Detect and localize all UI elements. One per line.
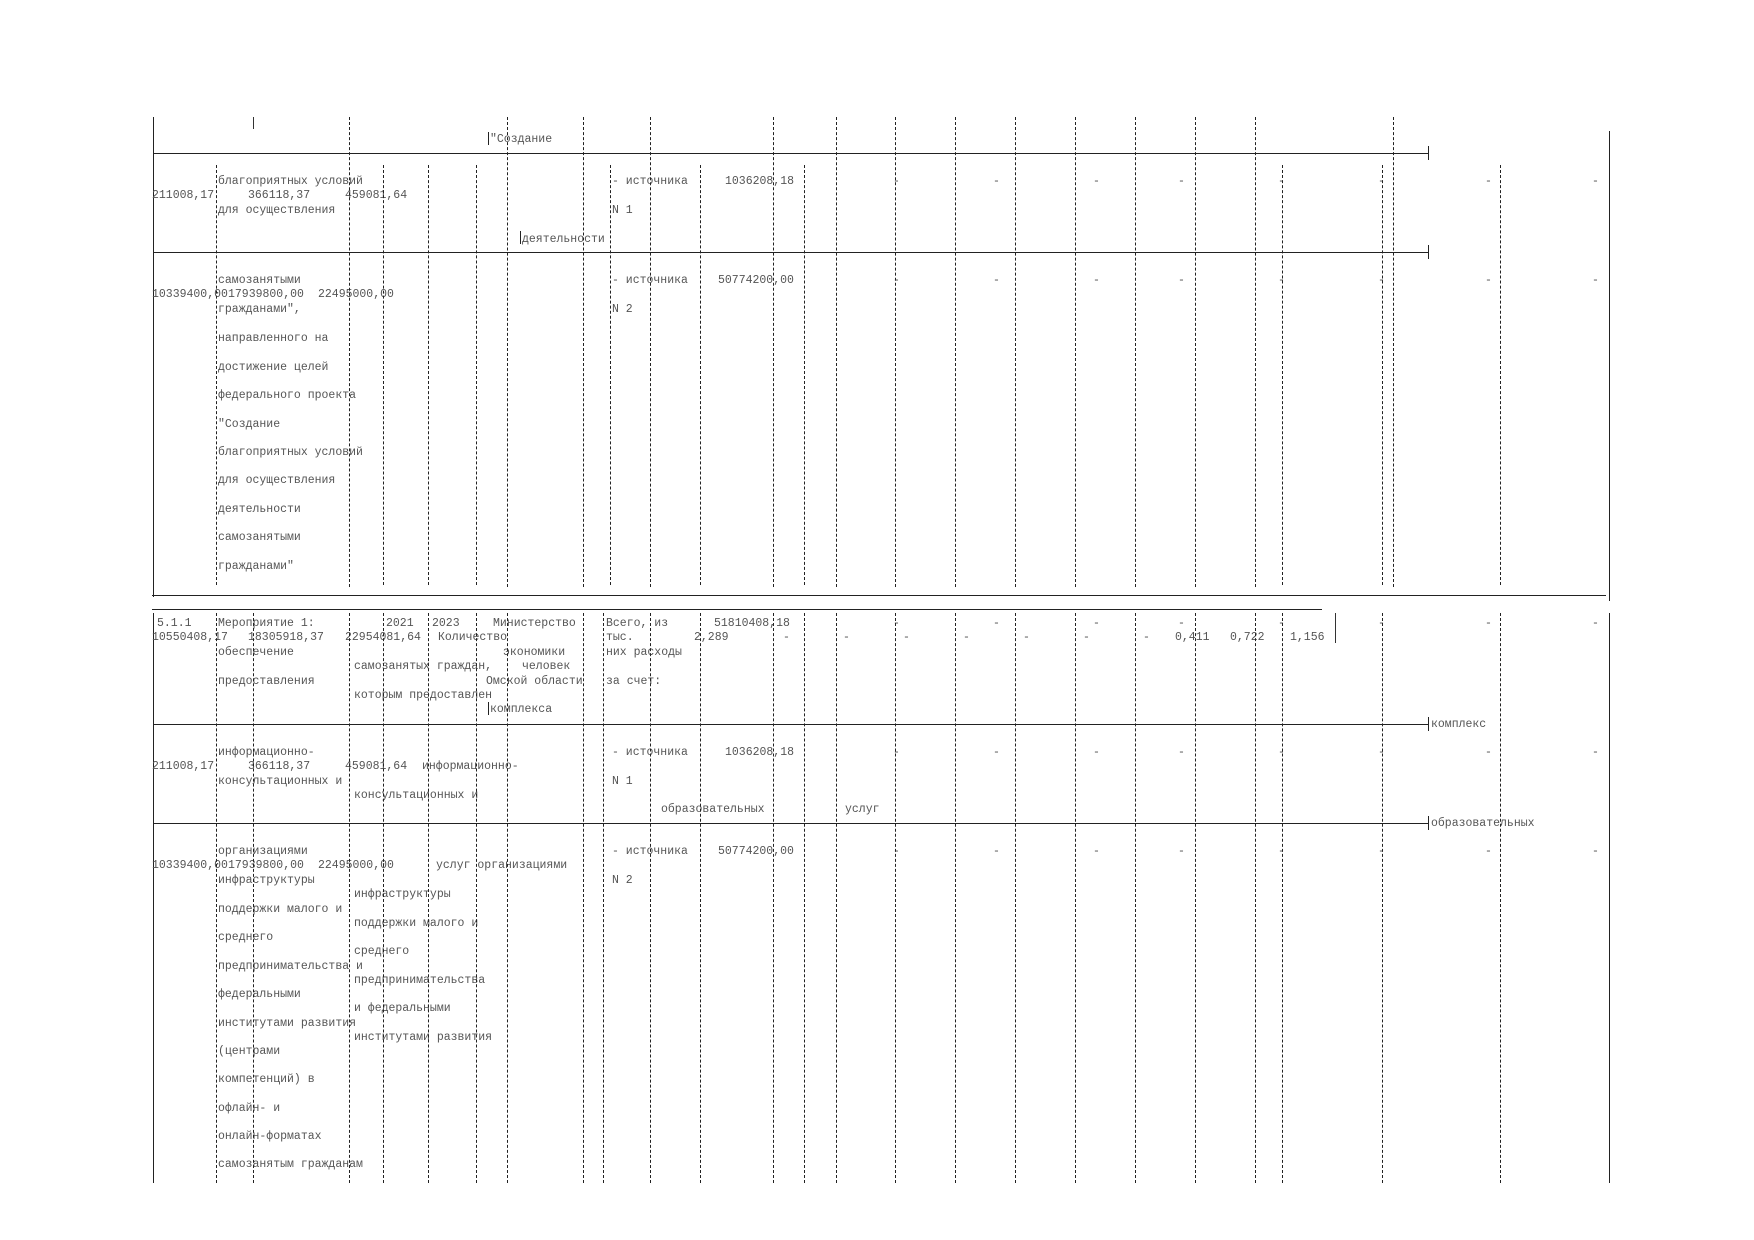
value-2022: 366118,37 — [248, 189, 311, 202]
cell-text: благоприятных условий — [218, 446, 363, 459]
indicator: услуг организациями — [436, 859, 568, 872]
row-end-tick — [1428, 245, 1429, 259]
col-sep — [955, 117, 957, 587]
col-sep — [650, 613, 652, 1183]
indicator: Количество — [438, 631, 508, 644]
value-total: 1036208,18 — [725, 746, 795, 759]
col-sep — [383, 165, 385, 585]
row-divider — [153, 724, 1429, 725]
row-end-label: комплекс — [1431, 718, 1487, 731]
source-label: - источника — [612, 746, 688, 759]
indicator-2021: 0,411 — [1175, 631, 1210, 644]
dash: - — [1093, 274, 1100, 287]
cell-text: достижение целей — [218, 361, 329, 374]
value-2021: 10550408,17 — [152, 631, 228, 644]
col-sep — [428, 613, 430, 1183]
dash: - — [1592, 274, 1599, 287]
row-end-label: образовательных — [1431, 817, 1535, 830]
col-sep — [1135, 117, 1137, 587]
col-sep — [1195, 613, 1197, 1183]
cell-text: самозанятыми — [218, 274, 301, 287]
value-2021: 10339400,00 — [152, 288, 228, 301]
cell-text: консультационных и — [218, 775, 343, 788]
dash: - — [903, 631, 910, 644]
value-2023: 22954081,64 — [345, 631, 421, 644]
dash: - — [1592, 746, 1599, 759]
table-right-border — [1609, 131, 1610, 601]
source-number: N 2 — [612, 874, 633, 887]
indicator: предпринимательства — [354, 974, 486, 987]
col-sep — [383, 613, 385, 1183]
dash: - — [1278, 274, 1285, 287]
source-number: N 2 — [612, 303, 633, 316]
col-sep — [1195, 117, 1197, 587]
dash: - — [993, 845, 1000, 858]
cell-text: направленного на — [218, 332, 329, 345]
finance-source: за счет: — [606, 675, 662, 688]
measure-name: офлайн- и — [218, 1102, 281, 1115]
dash: - — [893, 746, 900, 759]
row-number: 5.1.1 — [157, 617, 192, 630]
col-sep — [895, 117, 897, 587]
finance-source: Всего, из — [606, 617, 669, 630]
dash: - — [1378, 274, 1385, 287]
col-sep — [349, 117, 351, 587]
source-label: - источника — [612, 845, 688, 858]
executor: экономики — [503, 646, 566, 659]
cell-sep — [520, 231, 521, 244]
cell-text: для осуществления — [218, 474, 336, 487]
dash: - — [963, 631, 970, 644]
section-divider — [152, 609, 1322, 610]
indicator: среднего — [354, 945, 410, 958]
col-sep — [1382, 613, 1384, 1183]
source-number: N 1 — [612, 775, 633, 788]
measure-name: среднего — [218, 931, 274, 944]
value-2023: 459081,64 — [345, 760, 408, 773]
dash: - — [1093, 175, 1100, 188]
col-sep — [1282, 613, 1284, 1183]
row-divider — [153, 153, 1429, 154]
col-sep — [773, 613, 775, 1183]
value-total: 50774200,00 — [718, 845, 794, 858]
dash: - — [993, 274, 1000, 287]
indicator: самозанятых граждан, — [354, 660, 493, 673]
col-sep — [1282, 165, 1284, 585]
row-divider — [153, 823, 1429, 824]
dash: - — [1178, 746, 1185, 759]
indicator: институтами развития — [354, 1031, 493, 1044]
dash: - — [1278, 746, 1285, 759]
dash: - — [1278, 175, 1285, 188]
value-2022: 17939800,00 — [228, 859, 304, 872]
col-sep — [1075, 117, 1077, 587]
indicator-2022: 0,722 — [1230, 631, 1265, 644]
dash: - — [1278, 617, 1285, 630]
executor: Омской области — [486, 675, 583, 688]
col-sep — [1255, 117, 1257, 587]
source-label: - источника — [612, 175, 688, 188]
measure-name: инфраструктуры — [218, 874, 315, 887]
value-total: 1036208,18 — [725, 175, 795, 188]
unit: человек — [522, 660, 571, 673]
col-sep — [583, 117, 585, 587]
measure-name: (центрами — [218, 1045, 281, 1058]
measure-name: федеральными — [218, 988, 301, 1001]
dash: - — [1378, 845, 1385, 858]
col-sep — [1335, 613, 1336, 643]
dash: - — [1378, 746, 1385, 759]
dash: - — [1485, 617, 1492, 630]
row-divider — [153, 252, 1429, 253]
measure-name: самозанятым гражданам — [218, 1158, 363, 1171]
indicator: образовательных — [661, 803, 765, 816]
col-sep — [507, 117, 509, 587]
dash: - — [993, 617, 1000, 630]
value-2023: 22495000,00 — [318, 288, 394, 301]
value-2022: 18305918,37 — [248, 631, 324, 644]
cell-text: федерального проекта — [218, 389, 357, 402]
indicator: консультационных и — [354, 789, 479, 802]
dash: - — [1178, 175, 1185, 188]
row-end-tick — [1428, 816, 1429, 830]
cell-text: организациями — [218, 845, 308, 858]
dash: - — [1485, 175, 1492, 188]
col-sep — [253, 117, 254, 129]
measure-name: институтами развития — [218, 1017, 357, 1030]
measure-name: компетенций) в — [218, 1073, 315, 1086]
value-2021: 211008,17 — [152, 189, 215, 202]
cell-text: самозанятыми — [218, 531, 301, 544]
executor: комплекса — [490, 703, 553, 716]
measure-name: предоставления — [218, 675, 315, 688]
year-end: 2023 — [432, 617, 460, 630]
dash: - — [993, 175, 1000, 188]
cell-text: "Создание — [218, 418, 281, 431]
cell-text: гражданами" — [218, 560, 294, 573]
indicator: и федеральными — [354, 1002, 451, 1015]
dash: - — [893, 175, 900, 188]
dash: - — [843, 631, 850, 644]
dash: - — [1278, 845, 1285, 858]
col-sep — [583, 613, 585, 1183]
unit: тыс. — [606, 631, 634, 644]
col-sep — [428, 165, 430, 585]
dash: - — [1093, 746, 1100, 759]
col-sep — [216, 165, 218, 585]
indicator: инфраструктуры — [354, 888, 451, 901]
dash: - — [1378, 617, 1385, 630]
dash: - — [1178, 845, 1185, 858]
col-sep — [603, 613, 605, 1183]
indicator: услуг — [845, 803, 880, 816]
value-total: 50774200,00 — [718, 274, 794, 287]
measure-name: предпринимательства и — [218, 960, 363, 973]
cell-sep — [488, 702, 489, 715]
dash: - — [1485, 274, 1492, 287]
dash: - — [1178, 617, 1185, 630]
section-divider — [152, 595, 1606, 596]
measure-name: онлайн-форматах — [218, 1130, 322, 1143]
indicator-2023: 1,156 — [1290, 631, 1325, 644]
cell-text: благоприятных условий — [218, 175, 363, 188]
col-sep — [650, 117, 652, 587]
col-sep — [1500, 613, 1502, 1183]
dash: - — [993, 746, 1000, 759]
dash: - — [893, 845, 900, 858]
dash: - — [1083, 631, 1090, 644]
col-sep — [216, 613, 218, 1183]
col-sep — [1382, 165, 1384, 585]
col-sep — [804, 613, 806, 1183]
col-sep — [610, 165, 612, 585]
executor: Министерство — [493, 617, 576, 630]
dash: - — [1592, 175, 1599, 188]
row-end-tick — [1428, 146, 1429, 160]
indicator: которым предоставлен — [354, 689, 493, 702]
measure-name: обеспечение — [218, 646, 294, 659]
col-sep — [1500, 165, 1502, 585]
col-sep — [1393, 117, 1395, 587]
dash: - — [893, 274, 900, 287]
col-sep — [836, 117, 838, 587]
col-sep — [700, 165, 702, 585]
measure-name: Мероприятие 1: — [218, 617, 315, 630]
dash: - — [1592, 617, 1599, 630]
cell-sep — [488, 132, 489, 145]
cell-text: деятельности — [522, 233, 605, 246]
indicator: поддержки малого и — [354, 917, 479, 930]
col-sep — [804, 165, 806, 585]
cell-text: информационно- — [218, 746, 315, 759]
dash: - — [893, 617, 900, 630]
dash: - — [1093, 617, 1100, 630]
col-sep — [253, 613, 255, 1183]
col-sep — [1015, 117, 1017, 587]
value-2022: 366118,37 — [248, 760, 311, 773]
cell-text: для осуществления — [218, 204, 336, 217]
source-label: - источника — [612, 274, 688, 287]
col-sep — [1135, 613, 1137, 1183]
dash: - — [1093, 845, 1100, 858]
col-sep — [507, 613, 509, 1183]
col-sep — [1015, 613, 1017, 1183]
dash: - — [1143, 631, 1150, 644]
col-sep — [476, 165, 478, 585]
measure-name: поддержки малого и — [218, 903, 343, 916]
finance-source: них расходы — [606, 646, 682, 659]
dash: - — [1485, 746, 1492, 759]
cell-text: "Создание — [490, 133, 553, 146]
value-2021: 211008,17 — [152, 760, 215, 773]
cell-text: деятельности — [218, 503, 301, 516]
col-sep — [1075, 613, 1077, 1183]
dash: - — [783, 631, 790, 644]
row-end-tick — [1428, 717, 1429, 731]
col-sep — [476, 613, 478, 1183]
value-2023: 459081,64 — [345, 189, 408, 202]
indicator-total: 2,289 — [694, 631, 729, 644]
dash: - — [1023, 631, 1030, 644]
dash: - — [1485, 845, 1492, 858]
indicator: информационно- — [422, 760, 519, 773]
value-2023: 22495000,00 — [318, 859, 394, 872]
col-sep — [955, 613, 957, 1183]
col-sep — [1255, 613, 1257, 1183]
source-number: N 1 — [612, 204, 633, 217]
year-start: 2021 — [386, 617, 414, 630]
table-left-border — [153, 613, 154, 1183]
dash: - — [1378, 175, 1385, 188]
col-sep — [836, 613, 838, 1183]
value-2022: 17939800,00 — [228, 288, 304, 301]
dash: - — [1592, 845, 1599, 858]
col-sep — [700, 613, 702, 1183]
col-sep — [773, 117, 775, 587]
col-sep — [895, 613, 897, 1183]
col-sep — [349, 613, 351, 1183]
dash: - — [1178, 274, 1185, 287]
cell-text: гражданами", — [218, 303, 301, 316]
value-total: 51810408,18 — [714, 617, 790, 630]
value-2021: 10339400,00 — [152, 859, 228, 872]
table-right-border — [1609, 613, 1610, 1183]
